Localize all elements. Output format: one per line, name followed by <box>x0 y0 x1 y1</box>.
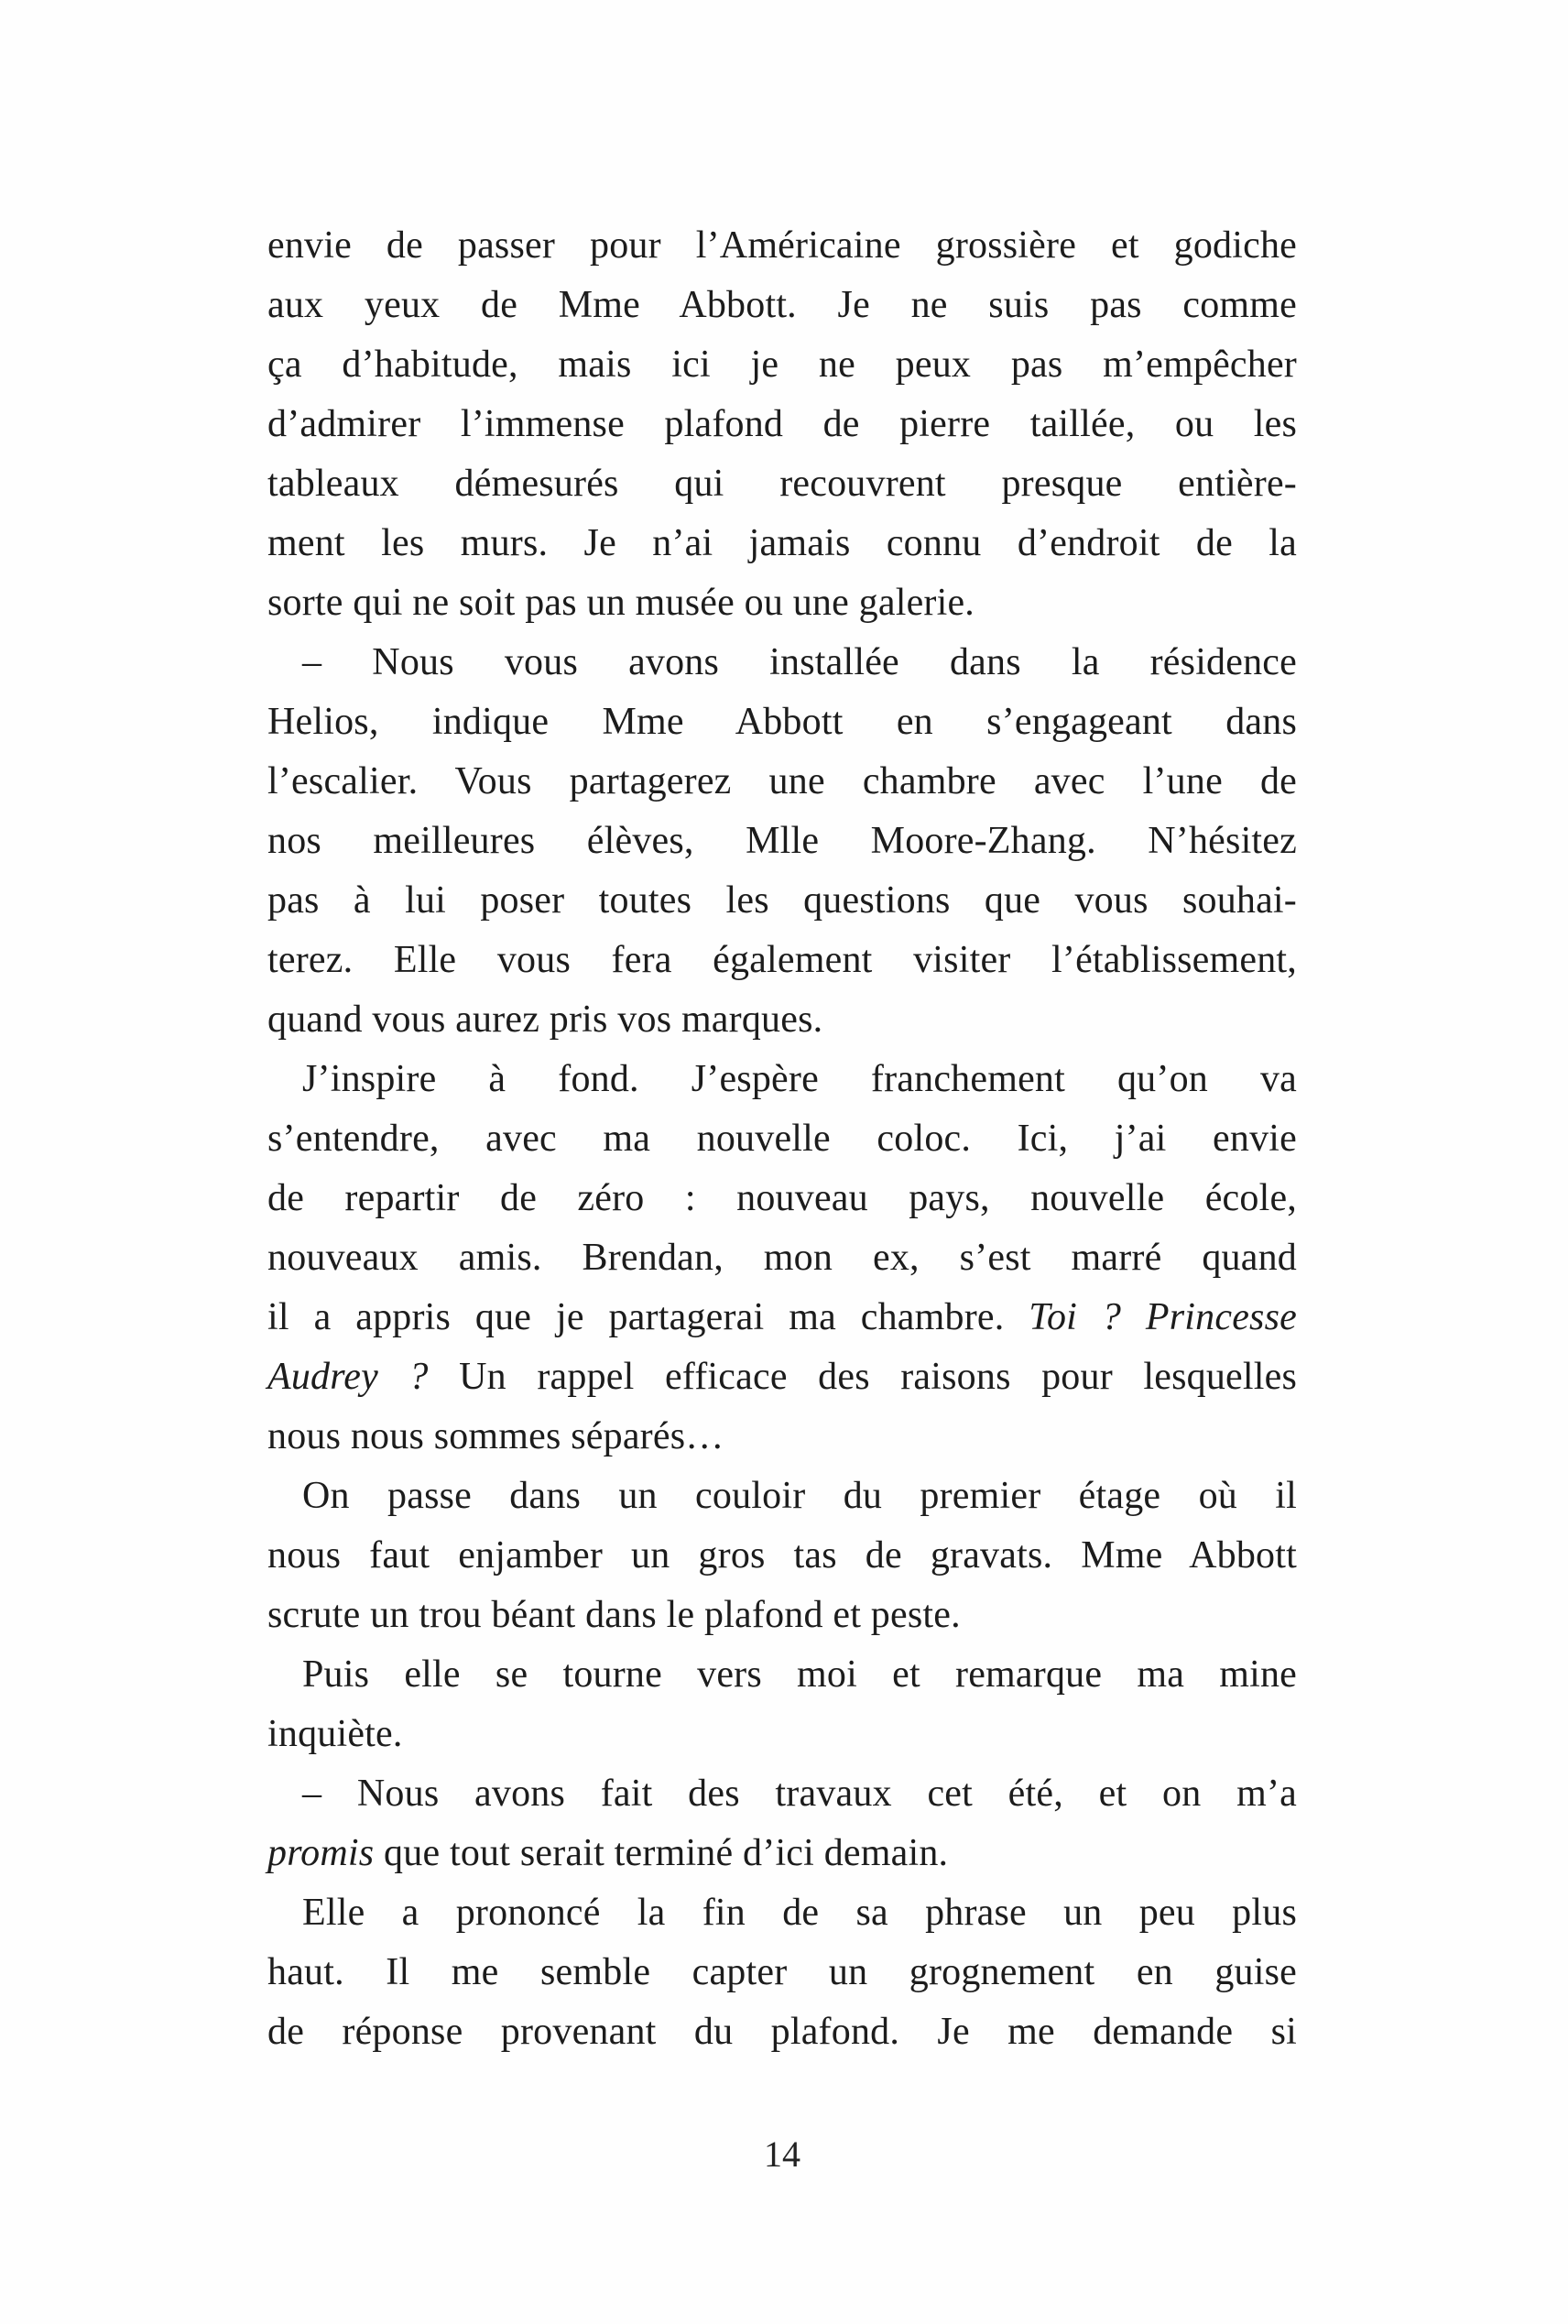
text-run: terez. Elle vous fera également visiter l’établissement, <box>267 939 1297 981</box>
text-line <box>267 812 1297 871</box>
text-line <box>267 1467 1297 1526</box>
text-run: nous nous sommes séparés… <box>267 1415 724 1457</box>
text-run: sorte qui ne soit pas un musée ou une galerie. <box>267 582 975 624</box>
text-line <box>267 395 1297 454</box>
text-run: nouveaux amis. Brendan, mon ex, s’est marré quand <box>267 1237 1297 1279</box>
text-run: inquiète. <box>267 1713 403 1755</box>
text-run: Un rappel efficace des raisons pour lesquelles <box>428 1356 1298 1398</box>
text-line <box>267 1943 1297 2002</box>
text-run-italic: Audrey ? <box>267 1356 429 1398</box>
text-line <box>267 1824 1297 1883</box>
text-run: pas à lui poser toutes les questions que vous souhai- <box>267 879 1297 922</box>
text-line <box>267 454 1297 514</box>
text-run: J’inspire à fond. J’espère franchement qu’on va <box>302 1058 1297 1100</box>
text-line <box>267 752 1297 812</box>
text-line <box>267 276 1297 335</box>
text-line <box>267 633 1297 693</box>
text-line <box>267 1705 1297 1764</box>
text-run: – Nous avons fait des travaux cet été, et on m’a <box>302 1773 1297 1815</box>
text-run-italic: promis <box>267 1832 375 1874</box>
text-run: nos meilleures élèves, Mlle Moore-Zhang. N’hésitez <box>267 820 1297 862</box>
text-line <box>267 335 1297 395</box>
text-line <box>267 1228 1297 1288</box>
text-line <box>267 1347 1297 1407</box>
text-line <box>267 1764 1297 1824</box>
text-run: scrute un trou béant dans le plafond et peste. <box>267 1594 961 1636</box>
text-run: Elle a prononcé la fin de sa phrase un peu plus <box>302 1892 1297 1934</box>
text-line <box>267 1109 1297 1169</box>
text-run: s’entendre, avec ma nouvelle coloc. Ici, j’ai envie <box>267 1118 1297 1160</box>
text-run: quand vous aurez pris vos marques. <box>267 998 823 1041</box>
text-line <box>267 693 1297 752</box>
text-run: envie de passer pour l’Américaine grossière et godiche <box>267 224 1297 267</box>
text-line <box>267 990 1297 1050</box>
text-line <box>267 1407 1297 1467</box>
text-line <box>267 1883 1297 1943</box>
text-line <box>267 931 1297 990</box>
page-number: 14 <box>764 2133 800 2175</box>
text-run: ça d’habitude, mais ici je ne peux pas m’empêcher <box>267 344 1297 386</box>
text-run: il a appris que je partagerai ma chambre. <box>267 1296 1029 1338</box>
text-line <box>267 1645 1297 1705</box>
text-run: que tout serait terminé d’ici demain. <box>374 1832 949 1874</box>
text-line <box>267 216 1297 276</box>
text-run: On passe dans un couloir du premier étage où il <box>302 1475 1297 1517</box>
text-run: nous faut enjamber un gros tas de gravats. Mme Abbott <box>267 1534 1297 1577</box>
text-line <box>267 514 1297 573</box>
text-run: d’admirer l’immense plafond de pierre taillée, ou les <box>267 403 1297 445</box>
text-run: l’escalier. Vous partagerez une chambre avec l’une de <box>267 760 1297 802</box>
text-run: tableaux démesurés qui recouvrent presque entière- <box>267 463 1297 505</box>
text-run: aux yeux de Mme Abbott. Je ne suis pas comme <box>267 284 1297 326</box>
text-run: de réponse provenant du plafond. Je me demande si <box>267 2011 1297 2053</box>
text-line <box>267 1586 1297 1645</box>
text-run: ment les murs. Je n’ai jamais connu d’endroit de la <box>267 522 1297 564</box>
text-line <box>267 1050 1297 1109</box>
text-run: de repartir de zéro : nouveau pays, nouvelle école, <box>267 1177 1297 1219</box>
text-line <box>267 871 1297 931</box>
page-text-block <box>267 216 1297 2062</box>
text-line <box>267 1169 1297 1228</box>
text-line <box>267 1288 1297 1347</box>
text-run: Helios, indique Mme Abbott en s’engageant dans <box>267 701 1297 743</box>
text-run-italic: Toi ? Princesse <box>1029 1296 1297 1338</box>
text-run: haut. Il me semble capter un grognement en guise <box>267 1951 1297 1993</box>
text-line <box>267 573 1297 633</box>
text-run: – Nous vous avons installée dans la résidence <box>302 641 1297 683</box>
text-run: Puis elle se tourne vers moi et remarque ma mine <box>302 1653 1297 1696</box>
text-line <box>267 2002 1297 2062</box>
text-line <box>267 1526 1297 1586</box>
